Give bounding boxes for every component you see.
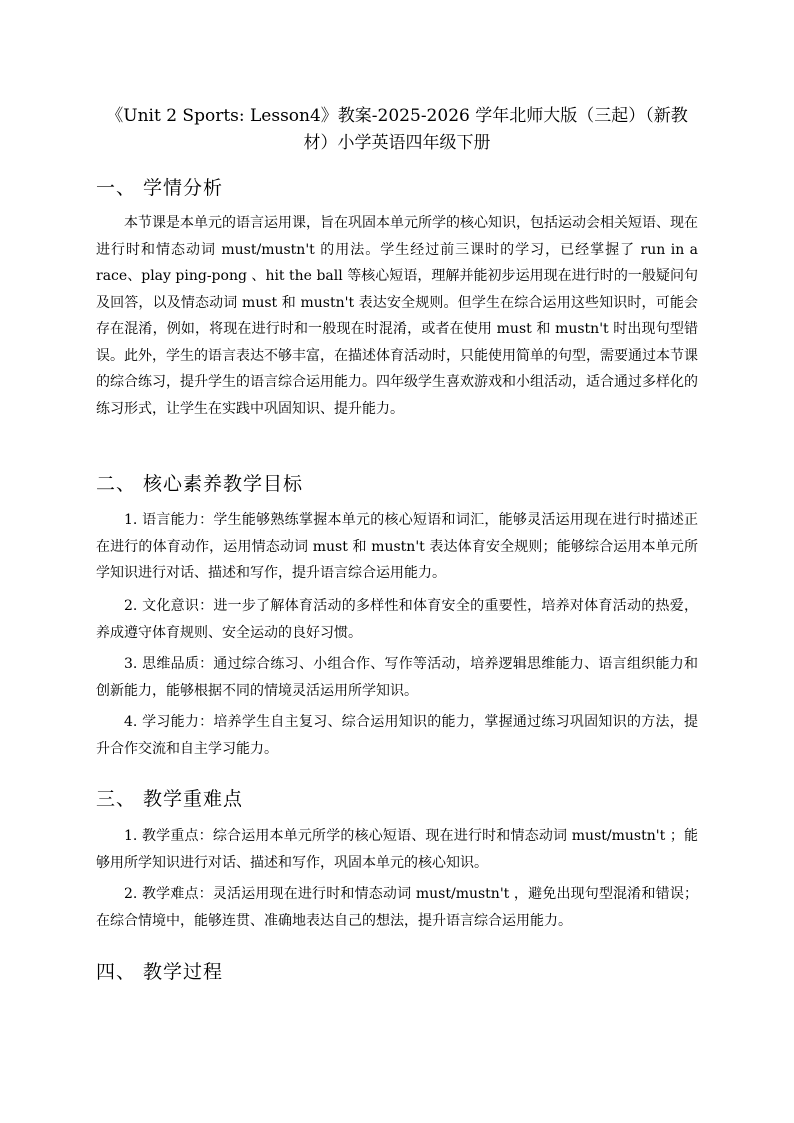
key-point-difficulty: 2. 教学难点：灵活运用现在进行时和情态动词 must/mustn't ，避免出现句型混淆和错误；在综合情境中，能够连贯、准确地表达自己的想法，提升语言综合运用能力。 [96,886,698,929]
objective-cultural-awareness: 2. 文化意识：进一步了解体育活动的多样性和体育安全的重要性，培养对体育活动的热爱，养成遵守体育规则、安全运动的良好习惯。 [96,598,698,641]
section-heading-teaching-process: 四、 教学过程 [96,961,224,983]
section-heading-learner-analysis: 一、 学情分析 [96,177,224,199]
document-title: 《Unit 2 Sports: Lesson4》教案-2025-2026 学年北师大版（三起）（新教材）小学英语四年级下册 [106,106,688,153]
learner-analysis-paragraph: 本节课是本单元的语言运用课，旨在巩固本单元所学的核心知识，包括运动会相关短语、现在进行时和情态动词 must/mustn't 的用法。学生经过前三课时的学习，已经掌握了 run in a race、play ping-pong 、hit the ball 等核心短语，理解并能初步运用现在进行时的一般疑问句及回答，以及情态动词 must 和 mustn't 表达安全规则。但学生在综合运用这些知识时，可能会存在混淆，例如，将现在进行时和一般现在时混淆，或者在使用 must 和 mustn't 时出现句型错误。此外，学生的语言表达不够丰富，在描述体育活动时，只能使用简单的句型，需要通过本节课的综合练习，提升学生的语言综合运用能力。四年级学生喜欢游戏和小组活动，适合通过多样化的练习形式，让学生在实践中巩固知识、提升能力。 [96,215,698,417]
section-heading-key-points: 三、 教学重难点 [96,788,244,810]
section-heading-teaching-objectives: 二、 核心素养教学目标 [96,473,304,495]
key-point-focus: 1. 教学重点：综合运用本单元所学的核心短语、现在进行时和情态动词 must/mustn't ；能够用所学知识进行对话、描述和写作，巩固本单元的核心知识。 [96,828,698,871]
objective-language-ability: 1. 语言能力：学生能够熟练掌握本单元的核心短语和词汇，能够灵活运用现在进行时描述正在进行的体育动作，运用情态动词 must 和 mustn't 表达体育安全规则；能够综合运用本单元所学知识进行对话、描述和写作，提升语言综合运用能力。 [96,512,698,581]
objective-learning-ability: 4. 学习能力：培养学生自主复习、综合运用知识的能力，掌握通过练习巩固知识的方法，提升合作交流和自主学习能力。 [96,714,698,757]
objective-thinking-quality: 3. 思维品质：通过综合练习、小组合作、写作等活动，培养逻辑思维能力、语言组织能力和创新能力，能够根据不同的情境灵活运用所学知识。 [96,656,698,699]
